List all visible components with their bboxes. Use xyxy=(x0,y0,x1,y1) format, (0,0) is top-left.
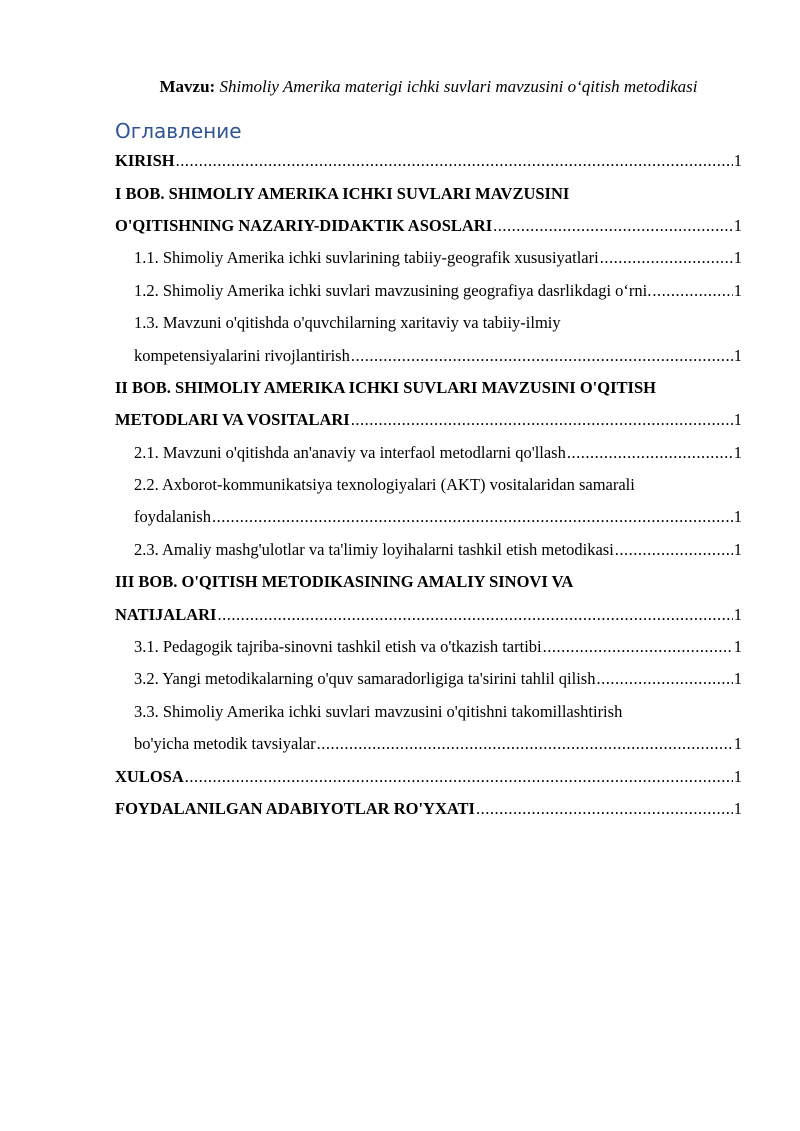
toc-leader-dots xyxy=(217,605,732,625)
toc-page-number: 1 xyxy=(733,442,742,462)
toc-entry-title: 3.2. Yangi metodikalarning o'quv samaradorligiga ta'sirini tahlil qilish xyxy=(134,669,596,689)
toc-section-entry[interactable] xyxy=(115,534,742,566)
toc-entry-title: NATIJALARI xyxy=(115,604,217,624)
toc-leader-dots xyxy=(615,540,733,560)
toc-entry-title: kompetensiyalarini rivojlantirish xyxy=(134,345,350,365)
toc-section-entry[interactable] xyxy=(115,696,742,728)
toc-leader-dots xyxy=(476,799,733,819)
toc-leader-dots xyxy=(317,734,733,754)
toc-page-number: 1 xyxy=(733,766,742,786)
toc-leader-dots xyxy=(493,216,733,236)
toc-section-entry[interactable] xyxy=(115,663,742,695)
toc-leader-dots xyxy=(212,507,733,527)
toc-section-entry[interactable] xyxy=(115,339,742,371)
toc-leader-dots xyxy=(652,281,732,301)
toc-leader-dots xyxy=(596,669,732,689)
toc-chapter-entry[interactable] xyxy=(115,598,742,630)
toc-entry-title: 3.3. Shimoliy Amerika ichki suvlari mavzusini o'qitishni takomillashtirish xyxy=(134,701,623,721)
toc-entry-title: XULOSA xyxy=(115,766,184,786)
toc-entry-title: 3.1. Pedagogik tajriba-sinovni tashkil etish va o'tkazish tartibi xyxy=(134,637,542,657)
toc-page-number: 1 xyxy=(733,280,742,300)
toc-section-entry[interactable] xyxy=(115,275,742,307)
topic-label: Mavzu: xyxy=(159,77,216,96)
toc-page-number: 1 xyxy=(733,215,742,235)
toc-leader-dots xyxy=(600,248,733,268)
toc-entry-title: III BOB. O'QITISH METODIKASINING AMALIY SINOVI VA xyxy=(115,572,574,592)
toc-page-number: 1 xyxy=(733,799,742,818)
toc-entry-title: 2.1. Mavzuni o'qitishda an'anaviy va interfaol metodlarni qo'llash xyxy=(134,442,566,462)
toc-entry-title: bo'yicha metodik tavsiyalar xyxy=(134,734,316,754)
toc-section-entry[interactable] xyxy=(115,469,742,501)
toc-chapter-entry[interactable] xyxy=(115,760,742,792)
toc-entry-title: 1.2. Shimoliy Amerika ichki suvlari mavzusining geografiya dasrlikdagi o‘rni. xyxy=(134,280,652,300)
toc-entry-title: II BOB. SHIMOLIY AMERIKA ICHKI SUVLARI MAVZUSINI O'QITISH xyxy=(115,377,656,397)
toc-chapter-entry[interactable] xyxy=(115,404,742,436)
toc-entry-title: I BOB. SHIMOLIY AMERIKA ICHKI SUVLARI MAVZUSINI xyxy=(115,183,570,203)
toc-leader-dots xyxy=(351,410,733,430)
toc-page-number: 1 xyxy=(733,669,742,689)
toc-chapter-entry[interactable] xyxy=(115,566,742,598)
toc-entry-title: O'QITISHNING NAZARIY-DIDAKTIK ASOSLARI xyxy=(115,215,493,235)
toc-entry-title: FOYDALANILGAN ADABIYOTLAR RO'YXATI xyxy=(115,799,475,818)
toc-page-number: 1 xyxy=(733,604,742,624)
toc-page-number: 1 xyxy=(733,248,742,268)
toc-entry-title: METODLARI VA VOSITALARI xyxy=(115,410,350,430)
toc-entry-title: KIRISH xyxy=(115,151,175,171)
toc-leader-dots xyxy=(185,767,733,787)
toc-section-entry[interactable] xyxy=(115,242,742,274)
topic-title: Shimoliy Amerika materigi ichki suvlari mavzusini o‘qitish metodikasi xyxy=(219,77,698,96)
toc-section-entry[interactable] xyxy=(115,437,742,469)
toc-entry-title: 1.1. Shimoliy Amerika ichki suvlarining tabiiy-geografik xususiyatlari xyxy=(134,248,599,268)
toc-heading: Оглавление xyxy=(115,119,242,143)
toc-page-number: 1 xyxy=(733,539,742,559)
toc-page-number: 1 xyxy=(733,507,742,527)
toc-entry-title: foydalanish xyxy=(134,507,211,527)
table-of-contents xyxy=(115,145,742,825)
toc-page-number: 1 xyxy=(733,151,742,171)
toc-chapter-entry[interactable] xyxy=(115,177,742,209)
toc-leader-dots xyxy=(567,443,733,463)
toc-page-number: 1 xyxy=(733,345,742,365)
toc-page-number: 1 xyxy=(733,734,742,754)
toc-chapter-entry[interactable] xyxy=(115,372,742,404)
toc-leader-dots xyxy=(176,151,733,171)
toc-chapter-entry[interactable] xyxy=(115,210,742,242)
toc-section-entry[interactable] xyxy=(115,307,742,339)
toc-section-entry[interactable] xyxy=(115,631,742,663)
toc-page-number: 1 xyxy=(733,410,742,430)
toc-entry-title: 2.2. Axborot-kommunikatsiya texnologiyalari (AKT) vositalaridan samarali xyxy=(134,475,635,495)
toc-section-entry[interactable] xyxy=(115,728,742,760)
toc-section-entry[interactable] xyxy=(115,501,742,533)
toc-leader-dots xyxy=(543,637,733,657)
toc-chapter-entry[interactable] xyxy=(115,793,742,825)
toc-chapter-entry[interactable] xyxy=(115,145,742,177)
toc-page-number: 1 xyxy=(733,637,742,657)
topic-line xyxy=(115,76,742,98)
toc-leader-dots xyxy=(351,346,733,366)
toc-entry-title: 1.3. Mavzuni o'qitishda o'quvchilarning xaritaviy va tabiiy-ilmiy xyxy=(134,313,561,333)
toc-entry-title: 2.3. Amaliy mashg'ulotlar va ta'limiy loyihalarni tashkil etish metodikasi xyxy=(134,539,614,559)
